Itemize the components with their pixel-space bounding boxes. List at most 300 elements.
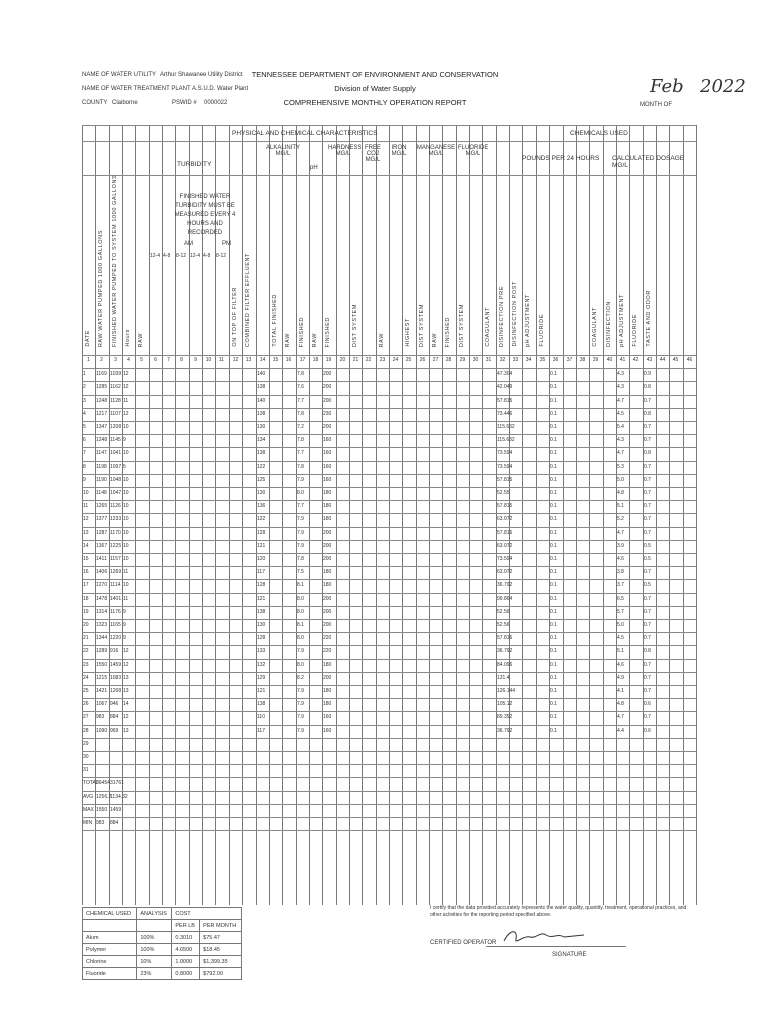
vertical-header: COAGULANT [592,307,598,347]
row-cell-f: 4.7 [617,530,624,536]
row-cell-cl: 0.1 [550,714,557,720]
row-cell-hard: 180 [323,582,332,588]
row-cell-alk: 138 [257,450,266,456]
row-cell-d: 13 [83,530,89,536]
vertical-header: Hours [125,329,131,347]
column-number: 33 [512,357,519,363]
row-cell-cl: 0.1 [550,648,557,654]
grid-hline [82,355,696,356]
iron-header: IRON MG/L [391,145,407,157]
chem-per-month: $1,399.35 [200,956,242,968]
row-cell-pd: 52.56 [497,622,510,628]
chem-name: Fluoride [83,968,137,980]
grid-vline [616,125,617,905]
row-cell-hrs: 10 [123,503,129,509]
row-cell-pd: 63.072 [497,569,513,575]
grid-vline [656,125,657,905]
summary-cell-raw: 36454 [96,780,110,786]
row-cell-t: 0.6 [644,728,651,734]
row-cell-hard: 200 [323,398,332,404]
grid-hline [82,368,696,369]
grid-vline [509,125,510,905]
column-number: 31 [485,357,492,363]
summary-cell-label: AVG [83,794,94,800]
row-cell-alk: 125 [257,477,266,483]
summary-cell-fin: 31761 [110,780,124,786]
row-cell-hard: 200 [323,543,332,549]
row-cell-pd: 47.304 [497,371,513,377]
row-cell-cl: 0.1 [550,384,557,390]
row-cell-raw: 1550 [96,662,108,668]
column-number: 22 [365,357,372,363]
certified-operator-label: CERTIFIED OPERATOR [430,940,497,946]
row-cell-cl: 0.1 [550,701,557,707]
report-title: COMPREHENSIVE MONTHLY OPERATION REPORT [283,98,467,107]
row-cell-t: 0.7 [644,662,651,668]
column-number: 45 [672,357,679,363]
grid-hline [82,659,696,660]
row-cell-raw: 1367 [96,543,108,549]
month-handwritten: Feb [650,76,684,97]
grid-hline [82,698,696,699]
row-cell-alk: 121 [257,543,266,549]
row-cell-cl: 0.1 [550,530,557,536]
row-cell-ph: 7.8 [297,556,304,562]
vertical-header: ON TOP OF FILTER [232,287,238,347]
column-number: 46 [686,357,693,363]
summary-cell-fin: 1134.32 [110,794,128,800]
row-cell-d: 29 [83,741,89,747]
row-cell-t: 0.7 [644,675,651,681]
signature-label: SIGNATURE [552,952,587,958]
row-cell-d: 11 [83,503,89,509]
summary-cell-raw: 1550 [96,807,108,813]
row-cell-hard: 200 [323,556,332,562]
row-cell-fin: 884 [110,714,119,720]
row-cell-ph: 7.5 [297,569,304,575]
grid-hline [82,645,696,646]
column-number: 1 [87,357,90,363]
grid-hline [82,725,696,726]
row-cell-d: 8 [83,464,86,470]
row-cell-pd: 57.816 [497,530,513,536]
row-cell-ph: 8.0 [297,635,304,641]
grid-vline [322,125,323,905]
row-cell-d: 30 [83,754,89,760]
column-number: 27 [432,357,439,363]
row-cell-ph: 8.0 [297,609,304,615]
row-cell-f: 3.9 [617,543,624,549]
grid-hline [82,777,696,778]
row-cell-hard: 220 [323,635,332,641]
grid-vline [589,125,590,905]
row-cell-t: 0.7 [644,688,651,694]
row-cell-alk: 121 [257,596,266,602]
row-cell-hrs: 13 [123,688,129,694]
column-number: 41 [619,357,626,363]
row-cell-f: 4.6 [617,662,624,668]
row-cell-t: 0.7 [644,477,651,483]
column-number: 5 [140,357,143,363]
grid-hline [82,474,696,475]
row-cell-fin: 1047 [110,490,122,496]
row-cell-ph: 8.1 [297,622,304,628]
row-cell-raw: 1406 [96,569,108,575]
row-cell-raw: 1248 [96,437,108,443]
row-cell-fin: 916 [110,648,119,654]
row-cell-d: 21 [83,635,89,641]
row-cell-pd: 84.096 [497,662,513,668]
vertical-header: HIGHEST [405,318,411,347]
row-cell-t: 0.7 [644,596,651,602]
row-cell-d: 15 [83,556,89,562]
row-cell-hrs: 9 [123,609,126,615]
row-cell-ph: 7.9 [297,530,304,536]
row-cell-raw: 1314 [96,609,108,615]
row-cell-f: 4.7 [617,450,624,456]
row-cell-cl: 0.1 [550,516,557,522]
row-cell-t: 0.7 [644,437,651,443]
row-cell-cl: 0.1 [550,622,557,628]
row-cell-fin: 1126 [110,503,121,509]
row-cell-t: 0.7 [644,490,651,496]
grid-hline [82,566,696,567]
row-cell-raw: 1270 [96,582,108,588]
row-cell-hard: 160 [323,437,332,443]
row-cell-d: 27 [83,714,89,720]
column-number: 10 [205,357,212,363]
vertical-header: pH ADJUSTMENT [525,293,531,347]
row-cell-ph: 8.2 [297,675,304,681]
column-number: 25 [405,357,412,363]
chem-row [83,932,242,944]
row-cell-f: 4.8 [617,490,624,496]
grid-vline [603,125,604,905]
column-number: 7 [167,357,170,363]
treatment-plant-label: NAME OF WATER TREATMENT PLANT [82,86,191,92]
alkalinity-header: ALKALINITY MG/L [266,145,301,157]
row-cell-fin: 1114 [110,582,121,588]
row-cell-hard: 200 [323,530,332,536]
row-cell-alk: 128 [257,530,266,536]
row-cell-alk: 122 [257,516,266,522]
chem-subheader-per-lb: PER LB [172,920,200,932]
row-cell-hard: 200 [323,622,332,628]
grid-vline [696,125,697,905]
row-cell-pd: 52.55 [497,490,510,496]
grid-vline [336,125,337,905]
row-cell-f: 4.1 [617,688,624,694]
row-cell-d: 1 [83,371,86,377]
grid-vline [362,125,363,905]
grid-hline [82,461,696,462]
row-cell-raw: 1217 [96,411,108,417]
row-cell-hard: 180 [323,516,332,522]
column-number: 36 [552,357,559,363]
grid-hline [82,632,696,633]
grid-hline [82,619,696,620]
row-cell-t: 0.7 [644,569,651,575]
row-cell-hard: 180 [323,569,332,575]
row-cell-fin: 946 [110,701,119,707]
utility-name-value: Arthur Shawanee Utility District [160,72,243,78]
certification-statement: I certify that the data provided accurately represents the water quality, quantity, treatment, operational practices, and other activities for the reporting period specified above. [430,905,687,918]
grid-vline [135,125,136,905]
row-cell-alk: 138 [257,384,266,390]
grid-hline [82,593,696,594]
row-cell-t: 0.7 [644,635,651,641]
vertical-header: DISINFECTION POST [512,281,518,347]
row-cell-fin: 1170 [110,530,121,536]
row-cell-pd: 57.815 [497,398,513,404]
grid-vline [402,125,403,905]
row-cell-hrs: 10 [123,450,129,456]
row-cell-pd: 115.632 [497,437,515,443]
row-cell-fin: 1220 [110,635,122,641]
vertical-header: TASTE AND ODOR [646,290,652,347]
row-cell-ph: 7.9 [297,714,304,720]
column-number: 40 [606,357,613,363]
row-cell-f: 4.5 [617,411,624,417]
grid-hline [82,685,696,686]
row-cell-f: 4.9 [617,675,624,681]
row-cell-alk: 140 [257,371,266,377]
row-cell-cl: 0.1 [550,477,557,483]
row-cell-d: 18 [83,596,89,602]
row-cell-cl: 0.1 [550,437,557,443]
grid-vline [416,125,417,905]
dept-title: TENNESSEE DEPARTMENT OF ENVIRONMENT AND CONSERVATION [251,70,499,79]
row-cell-pd: 105.12 [497,701,513,707]
row-cell-d: 17 [83,582,89,588]
row-cell-pd: 99.864 [497,596,513,602]
grid-hline [82,711,696,712]
row-cell-ph: 7.9 [297,477,304,483]
row-cell-f: 5.0 [617,622,624,628]
row-cell-cl: 0.1 [550,371,557,377]
row-cell-d: 28 [83,728,89,734]
row-cell-hrs: 9 [123,622,126,628]
manganese-header: MANGANESE MG/L [416,145,456,157]
row-cell-hard: 200 [323,424,332,430]
chem-per-lb: 4.6500 [172,944,200,956]
row-cell-f: 4.4 [617,728,624,734]
row-cell-hrs: 13 [123,675,129,681]
row-cell-fin: 1048 [110,477,122,483]
row-cell-alk: 128 [257,635,266,641]
row-cell-cl: 0.1 [550,596,557,602]
grid-vline [296,125,297,905]
grid-hline [82,141,696,142]
row-cell-t: 0.7 [644,530,651,536]
grid-vline [563,125,564,905]
row-cell-t: 0.7 [644,516,651,522]
row-cell-d: 3 [83,398,86,404]
vertical-header: FLUORIDE [632,314,638,347]
turbidity-time-label: 8-12 [216,253,227,259]
row-cell-hrs: 12 [123,371,129,377]
column-number: 34 [525,357,532,363]
row-cell-ph: 7.9 [297,543,304,549]
calculated-dosage-header: CALCULATED DOSAGE MG/L [612,155,685,169]
grid-vline [82,125,83,905]
column-number: 24 [392,357,399,363]
row-cell-t: 0.7 [644,714,651,720]
row-cell-ph: 8.0 [297,490,304,496]
column-number: 23 [379,357,386,363]
row-cell-fin: 1165 [110,622,121,628]
row-cell-fin: 1233 [110,516,122,522]
chem-analysis: 23% [137,968,172,980]
grid-vline [376,125,377,905]
row-cell-t: 0.5 [644,556,651,562]
vertical-header: DIST SYSTEM [419,303,425,347]
column-number: 38 [579,357,586,363]
row-cell-hrs: 11 [123,596,129,602]
grid-hline [82,817,696,818]
hardness-header: HARDNESS MG/L [328,145,362,157]
grid-vline [175,125,176,905]
row-cell-raw: 1347 [96,424,108,430]
row-cell-cl: 0.1 [550,675,557,681]
row-cell-alk: 132 [257,662,266,668]
row-cell-t: 0.7 [644,622,651,628]
row-cell-pd: 73.446 [497,411,513,417]
row-cell-f: 4.8 [617,701,624,707]
turbidity-time-label: 12-4 [190,253,201,259]
column-number: 3 [114,357,117,363]
row-cell-pd: 36.792 [497,728,513,734]
row-cell-ph: 7.7 [297,398,304,404]
row-cell-ph: 7.9 [297,688,304,694]
row-cell-f: 3.7 [617,582,624,588]
chem-header-name: CHEMICAL USED [83,908,137,920]
row-cell-cl: 0.1 [550,424,557,430]
row-cell-cl: 0.1 [550,503,557,509]
chem-analysis: 10% [137,956,172,968]
row-cell-raw: 1344 [96,635,108,641]
row-cell-pd: 73.594 [497,464,513,470]
row-cell-cl: 0.1 [550,464,557,470]
grid-vline [162,125,163,905]
turbidity-time-label: 8-12 [176,253,187,259]
row-cell-d: 4 [83,411,86,417]
row-cell-pd: 63.072 [497,516,513,522]
grid-hline [82,804,696,805]
grid-hline [82,487,696,488]
column-number: 21 [352,357,359,363]
grid-vline [442,125,443,905]
row-cell-ph: 7.8 [297,464,304,470]
vertical-header: DATE [85,330,91,347]
grid-vline [95,125,96,905]
physical-section-title: PHYSICAL AND CHEMICAL CHARACTERISTICS [232,130,378,137]
row-cell-hard: 200 [323,371,332,377]
grid-vline [496,125,497,905]
turbidity-time-label: 12-4 [150,253,161,259]
row-cell-pd: 115.632 [497,424,515,430]
grid-hline [82,579,696,580]
grid-vline [389,125,390,905]
row-cell-fin: 1145 [110,437,121,443]
row-cell-ph: 7.2 [297,424,304,430]
row-cell-alk: 117 [257,569,265,575]
row-cell-alk: 110 [257,714,265,720]
row-cell-raw: 1090 [96,728,108,734]
fluoride-header: FLUORIDE MG/L [458,145,489,157]
month-label: MONTH OF [640,102,672,108]
chemical-cost-table [82,907,242,980]
column-number: 16 [285,357,292,363]
row-cell-raw: 1215 [96,675,108,681]
row-cell-fin: 1401 [110,596,122,602]
row-cell-raw: 1265 [96,503,108,509]
row-cell-alk: 138 [257,609,266,615]
row-cell-hard: 180 [323,490,332,496]
row-cell-fin: 969 [110,728,119,734]
summary-cell-label: MIN [83,820,93,826]
division-title: Division of Water Supply [334,84,416,93]
summary-cell-label: TOTAL [83,780,99,786]
row-cell-hrs: 10 [123,530,129,536]
vertical-header: COAGULANT [485,307,491,347]
row-cell-t: 0.6 [644,701,651,707]
row-cell-ph: 7.9 [297,701,304,707]
row-cell-fin: 1208 [110,424,122,430]
row-cell-d: 16 [83,569,89,575]
grid-vline [215,125,216,905]
chem-per-lb: 0.3010 [172,932,200,944]
row-cell-hard: 160 [323,714,332,720]
grid-vline [669,125,670,905]
row-cell-hrs: 9 [123,437,126,443]
row-cell-hrs: 14 [123,701,129,707]
chem-header-analysis: ANALYSIS [137,908,172,920]
grid-hline [82,408,696,409]
row-cell-d: 5 [83,424,86,430]
grid-hline [82,381,696,382]
row-cell-alk: 134 [257,437,266,443]
row-cell-cl: 0.1 [550,543,557,549]
row-cell-pd: 131.4 [497,675,510,681]
row-cell-fin: 1128 [110,398,121,404]
row-cell-f: 5.1 [617,503,624,509]
row-cell-cl: 0.1 [550,609,557,615]
row-cell-fin: 1162 [110,384,121,390]
column-number: 15 [272,357,279,363]
row-cell-pd: 89.352 [497,714,513,720]
row-cell-fin: 1157 [110,556,121,562]
grid-vline [456,125,457,905]
row-cell-d: 22 [83,648,89,654]
row-cell-fin: 1268 [110,688,122,694]
grid-vline [482,125,483,905]
vertical-header: FINISHED WATER PUMPED TO SYSTEM 1000 GALLONS [112,174,118,347]
row-cell-hrs: 10 [123,424,129,430]
row-cell-f: 5.0 [617,477,624,483]
row-cell-fin: 1107 [110,411,121,417]
row-cell-hrs: 10 [123,516,129,522]
row-cell-f: 4.7 [617,398,624,404]
row-cell-d: 24 [83,675,89,681]
row-cell-cl: 0.1 [550,688,557,694]
row-cell-hard: 160 [323,728,332,734]
chem-per-month: $792.00 [200,968,242,980]
grid-hline [82,175,696,176]
row-cell-alk: 138 [257,411,266,417]
row-cell-t: 0.8 [644,648,651,654]
grid-vline [522,125,523,905]
